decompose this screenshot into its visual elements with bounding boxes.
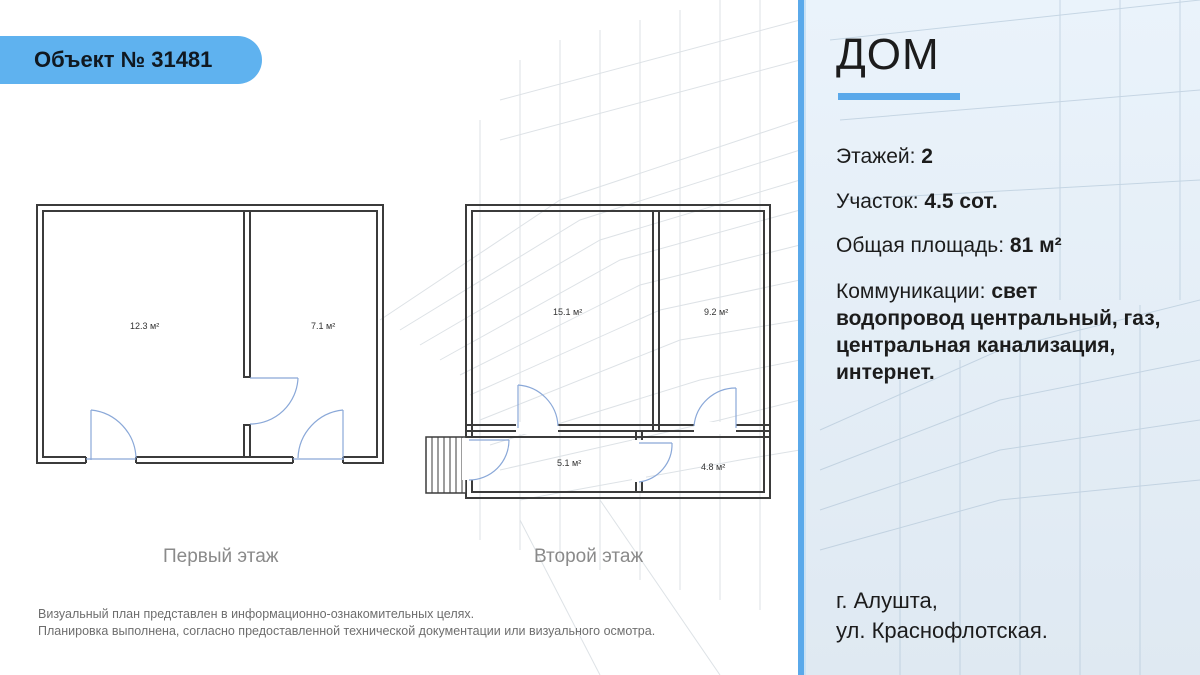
area-value: 81 м² xyxy=(1009,234,1062,257)
floor-2-plan xyxy=(426,205,770,498)
property-type-title: ДОМ xyxy=(836,30,940,79)
address xyxy=(836,586,1048,646)
floors-info xyxy=(836,145,933,169)
plot-info xyxy=(836,190,998,214)
room-area-label: 5.1 м² xyxy=(557,458,582,468)
area-label: Общая площадь: xyxy=(836,234,1005,257)
room-area-label: 12.3 м² xyxy=(130,321,160,331)
area-info xyxy=(836,234,1062,258)
floors-label: Этажей: xyxy=(836,145,916,168)
utilities-label: Коммуникации: xyxy=(836,280,986,303)
floor-1-caption: Первый этаж xyxy=(163,546,279,567)
object-number-label: Объект № 31481 xyxy=(34,47,213,72)
utilities-info xyxy=(836,278,1166,386)
disclaimer-line: Планировка выполнена, согласно предоставленной технической документации или визуального осмотра. xyxy=(38,624,656,638)
plot-label: Участок: xyxy=(836,190,919,213)
room-area-label: 7.1 м² xyxy=(311,321,336,331)
floor-2-caption: Второй этаж xyxy=(534,546,644,567)
address-street: ул. Краснофлотская. xyxy=(836,618,1048,643)
utilities-value: свет водопровод центральный, газ, центральная канализация, интернет. xyxy=(836,280,1161,384)
disclaimer-line: Визуальный план представлен в информационно-ознакомительных целях. xyxy=(38,607,475,621)
address-city: г. Алушта, xyxy=(836,588,938,613)
room-area-label: 4.8 м² xyxy=(701,462,726,472)
title-underline xyxy=(838,93,960,100)
floor-1-plan xyxy=(37,205,383,464)
plot-value: 4.5 сот. xyxy=(924,190,998,213)
floors-value: 2 xyxy=(921,145,933,168)
room-area-label: 15.1 м² xyxy=(553,307,583,317)
room-area-label: 9.2 м² xyxy=(704,307,729,317)
panel-divider-highlight xyxy=(804,0,806,675)
disclaimer xyxy=(38,606,655,640)
